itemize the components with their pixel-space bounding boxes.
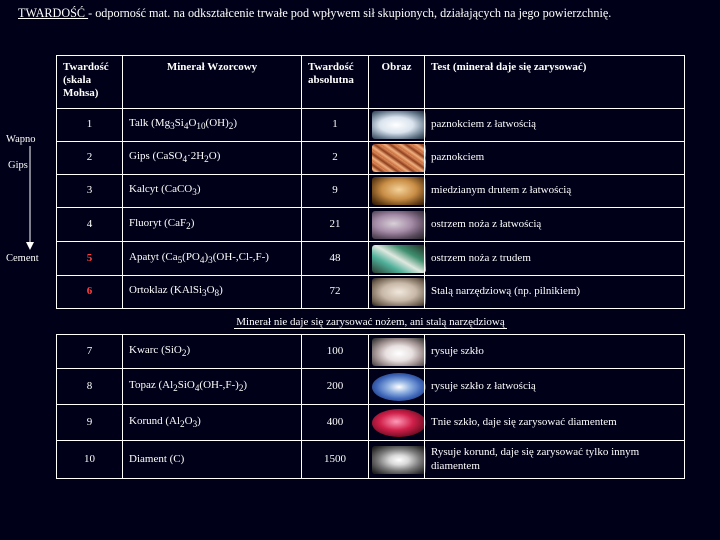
title-definition: - odporność mat. na odkształcenie trwałe pod wpływem sił skupionych, działających na jego powierzchnię. bbox=[88, 6, 612, 20]
scratch-test: Stalą narzędziową (np. pilnikiem) bbox=[425, 276, 685, 309]
mineral-image bbox=[369, 175, 425, 208]
scratch-test: miedzianym drutem z łatwością bbox=[425, 175, 685, 208]
mineral-name: Ortoklaz $(KAlSi_3O_8)$ bbox=[123, 276, 302, 309]
header-absolute: Twardość absolutna bbox=[302, 56, 369, 109]
hardness-number: 4 bbox=[57, 208, 123, 242]
mineral-name: Gips $(CaSO_4\cdot 2H_2O)$ bbox=[123, 142, 302, 175]
absolute-hardness: 1 bbox=[302, 109, 369, 142]
hardness-number: 6 bbox=[57, 276, 123, 309]
hardness-number: 9 bbox=[57, 405, 123, 441]
scratch-test: Rysuje korund, daje się zarysować tylko innym diamentem bbox=[425, 441, 685, 479]
separator-row bbox=[57, 309, 685, 335]
table-row bbox=[57, 441, 685, 479]
absolute-hardness: 100 bbox=[302, 335, 369, 369]
hardness-number: 5 bbox=[57, 242, 123, 276]
mineral-name: Kwarc (SiO$_2$) bbox=[123, 335, 302, 369]
table-row bbox=[57, 208, 685, 242]
table-header-row bbox=[57, 56, 685, 109]
mineral-image bbox=[369, 208, 425, 242]
hardness-number: 10 bbox=[57, 441, 123, 479]
mineral-photo bbox=[372, 177, 426, 205]
table-row bbox=[57, 142, 685, 175]
scratch-test: Tnie szkło, daje się zarysować diamentem bbox=[425, 405, 685, 441]
separator-cell bbox=[57, 309, 685, 335]
header-mineral: Minerał Wzorcowy bbox=[123, 56, 302, 109]
hardness-number: 3 bbox=[57, 175, 123, 208]
table-row bbox=[57, 369, 685, 405]
mineral-photo bbox=[372, 245, 426, 273]
header-image: Obraz bbox=[369, 56, 425, 109]
scratch-test: ostrzem noża z łatwością bbox=[425, 208, 685, 242]
table-row bbox=[57, 276, 685, 309]
mineral-image bbox=[369, 276, 425, 309]
mohs-hardness-table bbox=[56, 55, 685, 479]
absolute-hardness: 1500 bbox=[302, 441, 369, 479]
absolute-hardness: 72 bbox=[302, 276, 369, 309]
mineral-image bbox=[369, 369, 425, 405]
scratch-test: paznokciem z łatwością bbox=[425, 109, 685, 142]
table-row bbox=[57, 109, 685, 142]
mineral-photo bbox=[372, 446, 426, 474]
absolute-hardness: 48 bbox=[302, 242, 369, 276]
mineral-photo bbox=[372, 111, 426, 139]
scratch-test: rysuje szkło z łatwością bbox=[425, 369, 685, 405]
mineral-image bbox=[369, 441, 425, 479]
header-test: Test (minerał daje się zarysować) bbox=[425, 56, 685, 109]
separator-note: Minerał nie daje się zarysować nożem, ani stalą narzędziową bbox=[236, 316, 505, 329]
header-scale: Twardość (skala Mohsa) bbox=[57, 56, 123, 109]
scratch-test: rysuje szkło bbox=[425, 335, 685, 369]
mineral-name: Fluoryt (CaF$_2$) bbox=[123, 208, 302, 242]
mineral-name: Talk $(Mg_3Si_4O_{10}(OH)_2)$ bbox=[123, 109, 302, 142]
side-label-wapno: Wapno bbox=[6, 134, 36, 145]
mineral-photo bbox=[372, 278, 426, 306]
mineral-name: Apatyt ($Ca_5(PO_4)_3(OH-,Cl-,F-)$ bbox=[123, 242, 302, 276]
absolute-hardness: 9 bbox=[302, 175, 369, 208]
table-row bbox=[57, 242, 685, 276]
absolute-hardness: 21 bbox=[302, 208, 369, 242]
table-row bbox=[57, 175, 685, 208]
mineral-name: Kalcyt (CaCO$_3$) bbox=[123, 175, 302, 208]
mineral-photo bbox=[372, 373, 426, 401]
mineral-photo bbox=[372, 409, 426, 437]
mineral-photo bbox=[372, 144, 426, 172]
mineral-image bbox=[369, 142, 425, 175]
scratch-test: paznokciem bbox=[425, 142, 685, 175]
mineral-name: Korund $(Al_2O_3)$ bbox=[123, 405, 302, 441]
title-term-link[interactable]: TWARDOŚĆ bbox=[18, 6, 89, 20]
hardness-number: 7 bbox=[57, 335, 123, 369]
absolute-hardness: 200 bbox=[302, 369, 369, 405]
slide-title bbox=[18, 6, 718, 21]
hardness-number: 1 bbox=[57, 109, 123, 142]
side-label-cement: Cement bbox=[6, 253, 39, 264]
mineral-name: Topaz $(Al_2SiO_4(OH-,F-)_2)$ bbox=[123, 369, 302, 405]
hardness-number: 8 bbox=[57, 369, 123, 405]
table-row bbox=[57, 405, 685, 441]
absolute-hardness: 400 bbox=[302, 405, 369, 441]
mineral-photo bbox=[372, 338, 426, 366]
mineral-image bbox=[369, 335, 425, 369]
hardness-number: 2 bbox=[57, 142, 123, 175]
mineral-image bbox=[369, 405, 425, 441]
absolute-hardness: 2 bbox=[302, 142, 369, 175]
mineral-photo bbox=[372, 211, 426, 239]
mineral-name: Diament (C) bbox=[123, 441, 302, 479]
scratch-test: ostrzem noża z trudem bbox=[425, 242, 685, 276]
mineral-image bbox=[369, 109, 425, 142]
mineral-image bbox=[369, 242, 425, 276]
table-row bbox=[57, 335, 685, 369]
side-label-gips: Gips bbox=[8, 160, 28, 171]
